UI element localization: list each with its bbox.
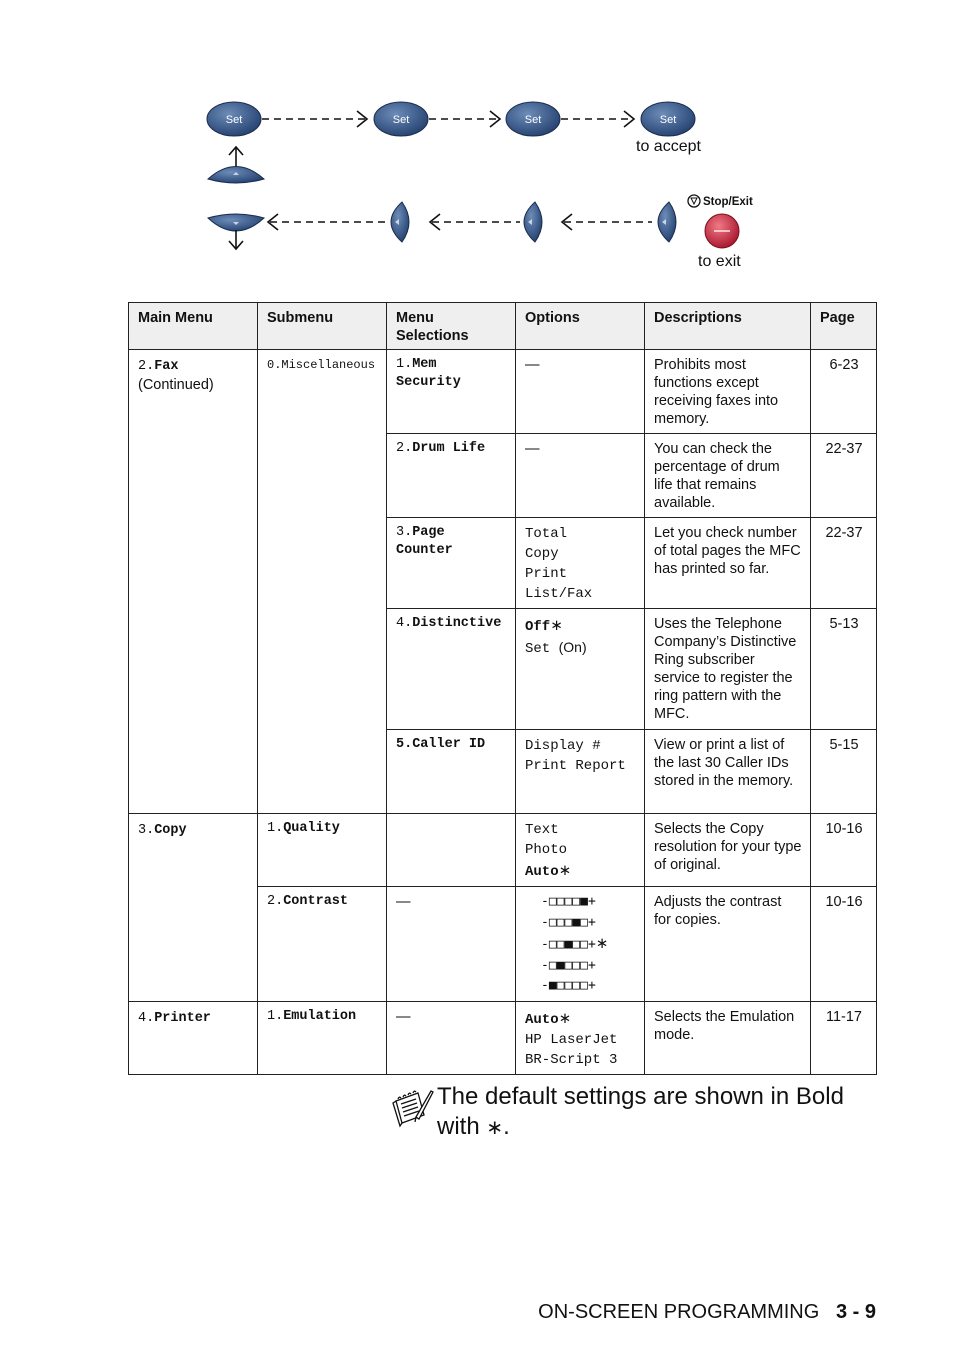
set-button-4[interactable]: [641, 102, 695, 136]
options-cell: —: [516, 434, 645, 518]
options-cell: [516, 518, 645, 609]
selection-mem-security: 1.Mem Security: [387, 350, 516, 434]
option-item: Copy: [525, 546, 559, 562]
set-button-3-label: Set: [524, 114, 542, 126]
continued-note: (Continued): [138, 377, 214, 393]
selection-cell: —: [387, 887, 516, 1002]
submenu-emulation: 1.Emulation: [258, 1001, 387, 1074]
up-key-icon[interactable]: [208, 167, 264, 184]
submenu-quality: 1.Quality: [258, 814, 387, 887]
header-options: Options: [516, 303, 645, 350]
option-item: Photo: [525, 842, 568, 858]
back-key-icon-1[interactable]: [391, 202, 409, 242]
page-footer: [538, 1301, 876, 1324]
default-mark: ∗: [486, 1115, 504, 1139]
contrast-level: -□□■□□+∗: [541, 934, 609, 952]
selection-page-counter: 3.Page Counter: [387, 518, 516, 609]
page-cell: 6-23: [811, 350, 877, 434]
note-line-1: The default settings are shown in Bold: [437, 1083, 844, 1110]
page-cell: 22-37: [811, 434, 877, 518]
main-menu-fax: 2.Fax (Continued): [129, 350, 258, 814]
header-submenu: Submenu: [258, 303, 387, 350]
default-mark: ∗: [595, 934, 609, 952]
back-key-icon-2[interactable]: [524, 202, 542, 242]
option-item: Off∗: [525, 616, 563, 635]
description-cell: Adjusts the contrast for copies.: [645, 887, 811, 1002]
table-header-row: [129, 303, 877, 350]
option-item: Print: [525, 566, 568, 582]
footer-page-number: 3 - 9: [835, 1301, 876, 1323]
selection-caller-id: 5.Caller ID: [387, 730, 516, 814]
option-item: Total: [525, 526, 568, 542]
note-text: [437, 1082, 877, 1142]
arrow-up-icon: [229, 147, 243, 168]
set-button-2[interactable]: [374, 102, 428, 136]
contrast-level: -□■□□□+: [541, 957, 596, 973]
main-menu-copy: 3.Copy: [129, 814, 258, 1002]
description-cell: Prohibits most functions except receiving faxes into memory.: [645, 350, 811, 434]
set-button-3[interactable]: [506, 102, 560, 136]
option-item: Auto∗: [525, 861, 572, 880]
options-cell: [516, 609, 645, 730]
page-cell: 11-17: [811, 1001, 877, 1074]
description-cell: Selects the Copy resolution for your type of original.: [645, 814, 811, 887]
header-main-menu: Main Menu: [129, 303, 258, 350]
stop-icon: [688, 195, 700, 207]
page-cell: 5-13: [811, 609, 877, 730]
option-item: List/Fax: [525, 586, 593, 602]
contrast-level: -□□□■□+: [541, 914, 596, 930]
header-page: Page: [811, 303, 877, 350]
options-cell: [516, 887, 645, 1002]
options-cell: [516, 1001, 645, 1074]
options-cell: [516, 730, 645, 814]
selection-distinctive: 4.Distinctive: [387, 609, 516, 730]
selection-cell: —: [387, 1001, 516, 1074]
header-menu-selections: Menu Selections: [387, 303, 516, 350]
page-cell: 10-16: [811, 887, 877, 1002]
description-cell: View or print a list of the last 30 Caller IDs stored in the memory.: [645, 730, 811, 814]
submenu-miscellaneous: 0.Miscellaneous: [258, 350, 387, 814]
table-row: [129, 1001, 877, 1074]
description-cell: Let you check number of total pages the MFC has printed so far.: [645, 518, 811, 609]
menu-table: [128, 302, 877, 1075]
option-item: Text: [525, 822, 559, 838]
option-item: Display #: [525, 738, 601, 754]
page-cell: 22-37: [811, 518, 877, 609]
description-cell: Selects the Emulation mode.: [645, 1001, 811, 1074]
selection-cell: [387, 814, 516, 887]
stop-exit-button[interactable]: [705, 214, 739, 248]
stop-exit-label: Stop/Exit: [703, 196, 753, 208]
header-descriptions: Descriptions: [645, 303, 811, 350]
set-button-4-label: Set: [659, 114, 677, 126]
navigation-diagram: [190, 90, 790, 280]
selection-drum-life: 2.Drum Life: [387, 434, 516, 518]
option-item: Print Report: [525, 758, 626, 774]
table-row: [129, 814, 877, 887]
note-icon: [392, 1087, 434, 1129]
set-button-1[interactable]: [207, 102, 261, 136]
arrow-down-icon: [229, 230, 243, 249]
arrow-right-icon: [262, 111, 634, 127]
table-row: [129, 350, 877, 434]
main-menu-printer: 4.Printer: [129, 1001, 258, 1074]
note-line-2: with ∗.: [437, 1113, 510, 1140]
default-mark: ∗: [558, 1008, 572, 1027]
option-item: BR-Script 3: [525, 1051, 618, 1068]
down-key-icon[interactable]: [208, 214, 264, 231]
footer-section: ON-SCREEN PROGRAMMING: [538, 1301, 820, 1323]
set-button-2-label: Set: [392, 114, 410, 126]
option-item: HP LaserJet: [525, 1031, 618, 1048]
options-cell: [516, 814, 645, 887]
option-item: Auto∗: [525, 1008, 572, 1028]
page-cell: 10-16: [811, 814, 877, 887]
default-mark: ∗: [550, 616, 563, 634]
contrast-level: -□□□□■+: [541, 894, 596, 909]
options-cell: —: [516, 350, 645, 434]
contrast-level: -■□□□□+: [541, 978, 596, 993]
arrow-left-icon: [268, 214, 652, 230]
accept-label: to accept: [636, 138, 701, 155]
page-cell: 5-15: [811, 730, 877, 814]
submenu-contrast: 2.Contrast: [258, 887, 387, 1002]
set-button-1-label: Set: [225, 114, 243, 126]
default-mark: ∗: [558, 861, 572, 879]
option-item: Set (On): [525, 639, 587, 657]
back-key-icon-3[interactable]: [658, 202, 676, 242]
exit-label: to exit: [698, 253, 741, 270]
description-cell: You can check the percentage of drum life that remains available.: [645, 434, 811, 518]
description-cell: Uses the Telephone Company’s Distinctive Ring subscriber service to register the ring pattern with the MFC.: [645, 609, 811, 730]
